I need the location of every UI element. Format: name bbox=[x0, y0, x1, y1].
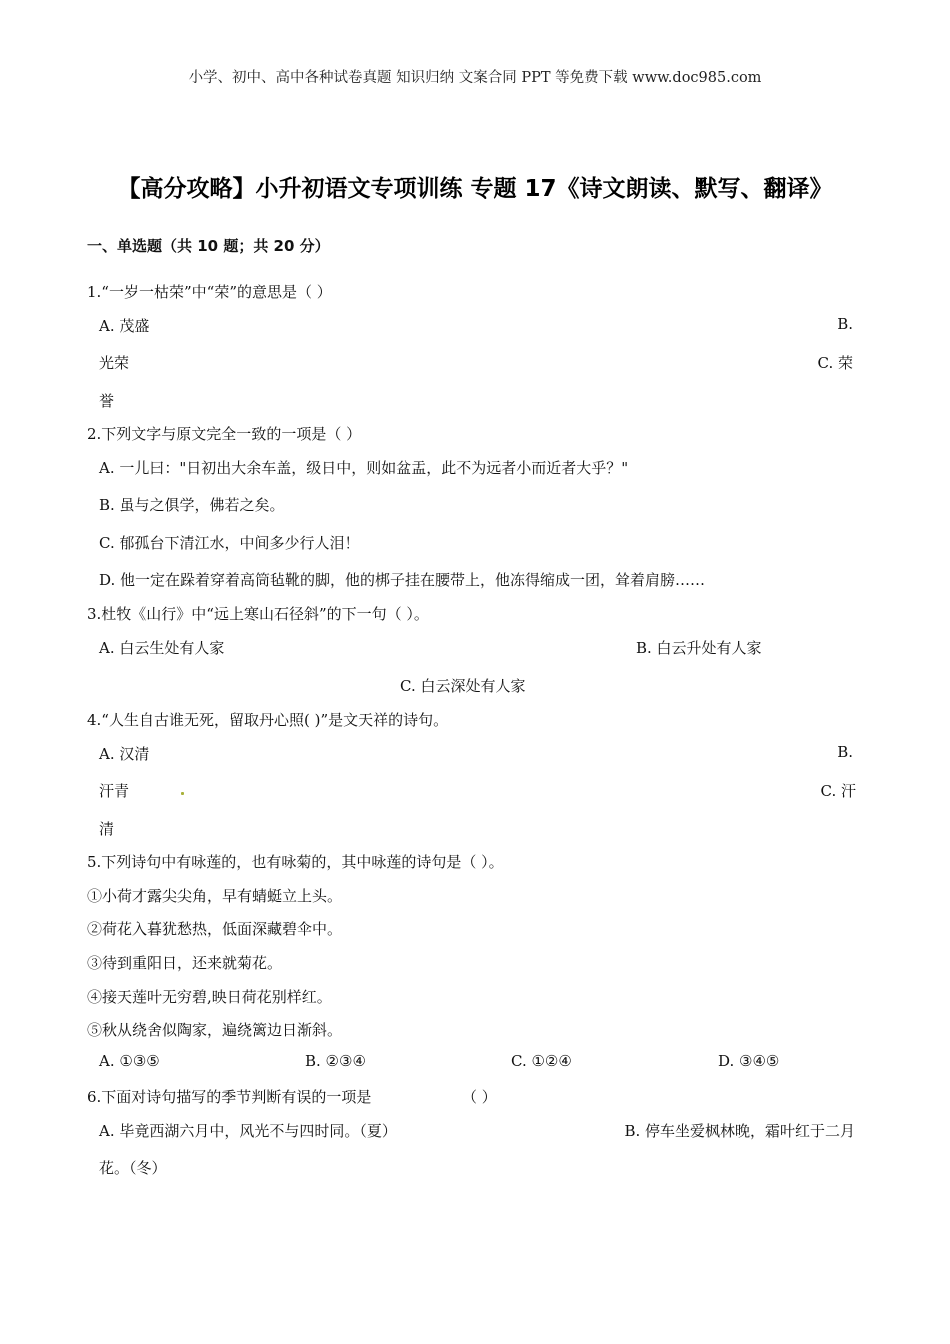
question-4-stem: 4.“人生自古谁无死，留取丹心照( )”是文天祥的诗句。 bbox=[87, 711, 449, 729]
question-3-stem: 3.杜牧《山行》中“远上寒山石径斜”的下一句（ ）。 bbox=[87, 605, 429, 623]
question-5-option-b: B. ②③④ bbox=[305, 1052, 366, 1070]
question-4-option-c: C. 汗 bbox=[820, 782, 856, 800]
question-1-stem: 1.“一岁一枯荣”中“荣”的意思是（ ） bbox=[87, 283, 332, 301]
question-2-option-a: A. 一儿曰："日初出大余车盖，级日中，则如盆盂，此不为远者小而近者大乎？" bbox=[99, 459, 629, 477]
question-6-option-b: B. 停车坐爱枫林晚，霜叶红于二月 bbox=[624, 1122, 855, 1140]
question-2-option-b: B. 虽与之俱学，佛若之矣。 bbox=[99, 496, 285, 514]
question-2-stem: 2.下列文字与原文完全一致的一项是（ ） bbox=[87, 425, 362, 443]
question-5-option-c: C. ①②④ bbox=[511, 1052, 572, 1070]
question-3-option-b: B. 白云升处有人家 bbox=[636, 639, 762, 657]
page-header: 小学、初中、高中各种试卷真题 知识归纳 文案合同 PPT 等免费下载 www.doc985.com bbox=[188, 70, 762, 86]
question-3-option-c: C. 白云深处有人家 bbox=[400, 677, 526, 695]
document-title: 【高分攻略】小升初语文专项训练 专题 17《诗文朗读、默写、翻译》 bbox=[117, 176, 833, 202]
stray-dot bbox=[181, 792, 184, 795]
question-1-option-c: C. 荣 bbox=[817, 354, 853, 372]
section-heading: 一、单选题（共 10 题；共 20 分） bbox=[87, 237, 330, 255]
question-5-option-a: A. ①③⑤ bbox=[99, 1052, 160, 1070]
question-5-option-d: D. ③④⑤ bbox=[718, 1052, 780, 1070]
question-2-option-c: C. 郁孤台下清江水，中间多少行人泪！ bbox=[99, 534, 360, 552]
question-1-option-b: B. bbox=[837, 315, 853, 333]
question-3-option-a: A. 白云生处有人家 bbox=[99, 639, 225, 657]
question-5-line-5: ⑤秋从绕舍似陶家，遍绕篱边日渐斜。 bbox=[87, 1021, 343, 1039]
question-4-option-a: A. 汉清 bbox=[99, 745, 150, 763]
question-6-answer-parens: （ ） bbox=[462, 1088, 497, 1106]
question-1-option-c-text: 誉 bbox=[99, 392, 115, 410]
question-4-option-b: B. bbox=[837, 743, 853, 761]
question-1-option-b-text: 光荣 bbox=[99, 354, 130, 372]
question-5-line-4: ④接天莲叶无穷碧,映日荷花别样红。 bbox=[87, 988, 332, 1006]
question-5-line-2: ②荷花入暮犹愁热，低面深藏碧伞中。 bbox=[87, 920, 343, 938]
question-4-option-c-text: 清 bbox=[99, 820, 115, 838]
question-6-stem: 6.下面对诗句描写的季节判断有误的一项是 bbox=[87, 1088, 372, 1106]
question-1-option-a: A. 茂盛 bbox=[99, 317, 150, 335]
question-5-line-1: ①小荷才露尖尖角，早有蜻蜓立上头。 bbox=[87, 887, 343, 905]
question-5-stem: 5.下列诗句中有咏莲的，也有咏菊的，其中咏莲的诗句是（ ）。 bbox=[87, 853, 504, 871]
question-2-option-d: D. 他一定在跺着穿着高筒毡靴的脚，他的梆子挂在腰带上，他冻得缩成一团，耸着肩膀…… bbox=[99, 571, 706, 589]
question-4-option-b-text: 汗青 bbox=[99, 782, 130, 800]
question-6-option-a: A. 毕竟西湖六月中，风光不与四时同。（夏） bbox=[99, 1122, 397, 1140]
question-6-option-b-text: 花。（冬） bbox=[99, 1159, 167, 1177]
question-5-line-3: ③待到重阳日，还来就菊花。 bbox=[87, 954, 283, 972]
